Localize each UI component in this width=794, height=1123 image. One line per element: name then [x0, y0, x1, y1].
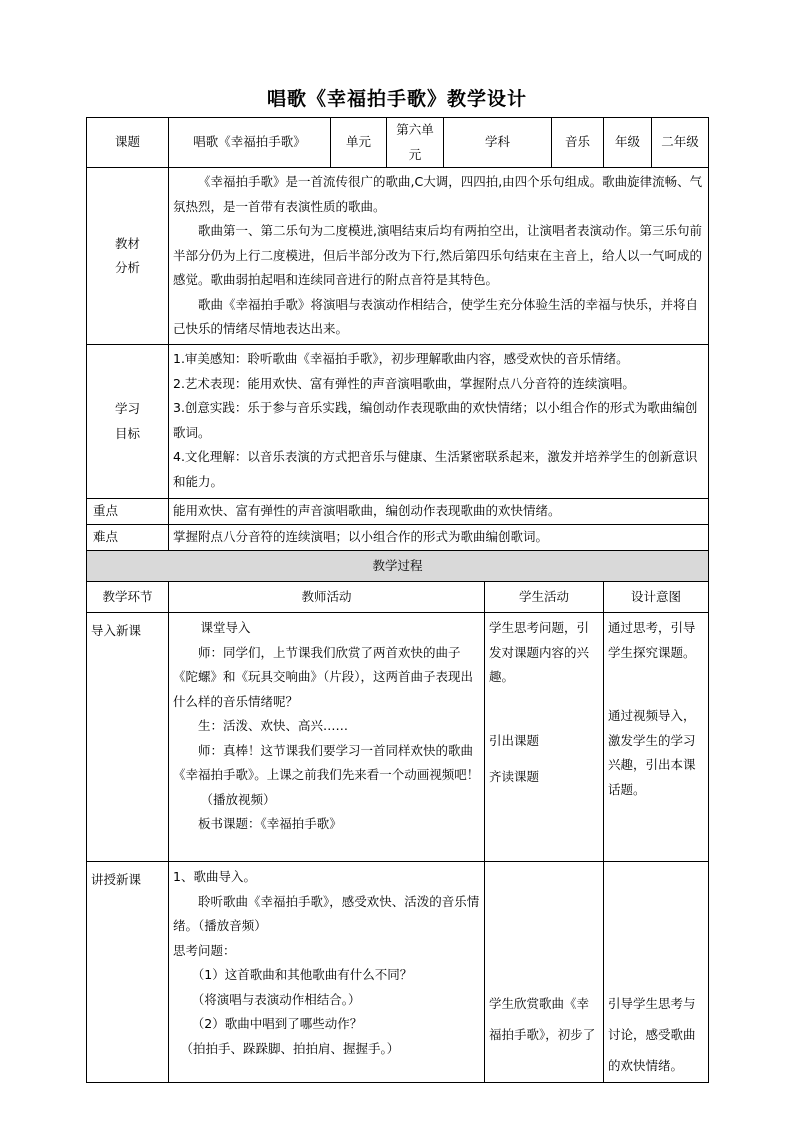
intent-cell	[604, 613, 709, 862]
subject-value: 音乐	[552, 118, 604, 168]
intent-cell	[604, 862, 709, 1083]
goal-item: 4.文化理解：以音乐表演的方式把音乐与健康、生活紧密联系起来，激发并培养学生的创新意识和能力。	[173, 449, 698, 489]
goal-item: 2.艺术表现：能用欢快、富有弹性的声音演唱歌曲，掌握附点八分音符的连续演唱。	[173, 375, 635, 391]
teacher-line: 师：真棒！这节课我们要学习一首同样欢快的歌曲《幸福拍手歌》。上课之前我们先来看一个动画视频吧！	[173, 742, 480, 782]
teacher-line: 1、歌曲导入。	[173, 869, 256, 884]
student-activity-cell	[485, 613, 604, 862]
difficulty-text: 掌握附点八分音符的连续演唱；以小组合作的形式为歌曲编创歌词。	[169, 525, 709, 551]
teacher-line: 生：活泼、欢快、高兴……	[198, 718, 349, 733]
column-header-student: 学生活动	[485, 582, 604, 613]
goals-label-line2: 目标	[114, 425, 140, 441]
column-header-teacher: 教师活动	[169, 582, 485, 613]
topic-label: 课题	[87, 118, 169, 168]
analysis-label-line2: 分析	[114, 260, 140, 275]
lesson-plan-table	[86, 117, 709, 1083]
stage-cell: 讲授新课	[87, 862, 169, 1083]
difficulty-row	[87, 525, 709, 551]
teacher-line: 思考问题：	[173, 942, 236, 958]
analysis-paragraph: 歌曲《幸福拍手歌》将演唱与表演动作相结合，使学生充分体验生活的幸福与快乐，并将自己快乐的情绪尽情地表达出来。	[173, 296, 699, 336]
teacher-line: 师：同学们，上节课我们欣赏了两首欢快的曲子《陀螺》和《玩具交响曲》（片段），这两首曲子表现出什么样的音乐情绪呢？	[173, 644, 474, 709]
teacher-line: （将演唱与表演动作相结合。）	[191, 991, 361, 1007]
unit-label: 单元	[331, 118, 387, 168]
goals-content	[169, 345, 709, 499]
column-header-intent: 设计意图	[604, 582, 709, 613]
goal-item: 3.创意实践：乐于参与音乐实践，编创动作表现歌曲的欢快情绪；以小组合作的形式为歌曲编创歌词。	[173, 400, 698, 440]
goals-row	[87, 345, 709, 499]
process-row-teaching	[87, 862, 709, 1083]
student-line: 齐读课题	[489, 769, 540, 784]
grade-value: 二年级	[652, 118, 709, 168]
key-point-text: 能用欢快、富有弹性的声音演唱歌曲，编创动作表现歌曲的欢快情绪。	[169, 499, 709, 525]
topic-value: 唱歌《幸福拍手歌》	[169, 118, 331, 168]
analysis-paragraph: 《幸福拍手歌》是一首流传很广的歌曲,C大调，四四拍,由四个乐句组成。歌曲旋律流畅、气氛热烈，是一首带有表演性质的歌曲。	[173, 174, 703, 214]
analysis-label	[87, 168, 169, 345]
goals-label-line1: 学习	[114, 401, 140, 416]
grade-label: 年级	[604, 118, 652, 168]
difficulty-label: 难点	[87, 525, 169, 551]
process-columns-row	[87, 582, 709, 613]
key-point-label: 重点	[87, 499, 169, 525]
subject-label: 学科	[444, 118, 552, 168]
intent-line: 通过思考，引导学生探究课题。	[608, 620, 696, 660]
header-row	[87, 118, 709, 168]
teacher-line: （拍拍手、跺跺脚、拍拍肩、握握手。）	[180, 1040, 400, 1056]
key-point-row	[87, 499, 709, 525]
teacher-line: 聆听歌曲《幸福拍手歌》，感受欢快、活泼的音乐情绪。（播放音频）	[173, 893, 480, 933]
goals-label	[87, 345, 169, 499]
analysis-row	[87, 168, 709, 345]
analysis-paragraph: 歌曲第一、第二乐句为二度模进,演唱结束后均有两拍空出，让演唱者表演动作。第三乐句前半部分仍为上行二度模进，但后半部分改为下行,然后第四乐句结束在主音上，给人以一气呵成的感觉。歌曲弱拍起唱和连续同音进行的附点音符是其特色。	[173, 223, 702, 287]
teacher-line: （2）歌曲中唱到了哪些动作？	[191, 1016, 363, 1031]
analysis-content	[169, 168, 709, 345]
teacher-line: （1）这首歌曲和其他歌曲有什么不同？	[191, 967, 413, 982]
process-heading-row	[87, 551, 709, 582]
stage-cell: 导入新课	[87, 613, 169, 862]
teacher-line: 板书课题：《幸福拍手歌》	[198, 816, 342, 831]
intent-line: 引导学生思考与讨论，感受歌曲的欢快情绪。	[608, 996, 696, 1073]
process-heading: 教学过程	[87, 551, 709, 582]
teacher-activity-cell	[169, 613, 485, 862]
teacher-activity-cell	[169, 862, 485, 1083]
teacher-line: （播放视频）	[200, 791, 276, 807]
analysis-label-line1: 教材	[114, 235, 140, 251]
process-row-intro	[87, 613, 709, 862]
unit-value: 第六单元	[387, 118, 444, 168]
intent-line: 通过视频导入，激发学生的学习兴趣，引出本课话题。	[608, 708, 696, 797]
student-line: 引出课题	[489, 732, 540, 748]
student-line: 学生欣赏歌曲《幸福拍手歌》，初步了	[489, 996, 596, 1042]
goal-item: 1.审美感知：聆听歌曲《幸福拍手歌》，初步理解歌曲内容，感受欢快的音乐情绪。	[173, 351, 629, 366]
column-header-stage: 教学环节	[87, 582, 169, 613]
student-line: 学生思考问题，引发对课题内容的兴趣。	[489, 620, 590, 684]
teacher-line: 课堂导入	[200, 620, 251, 635]
document-title: 唱歌《幸福拍手歌》教学设计	[266, 88, 527, 110]
student-activity-cell	[485, 862, 604, 1083]
